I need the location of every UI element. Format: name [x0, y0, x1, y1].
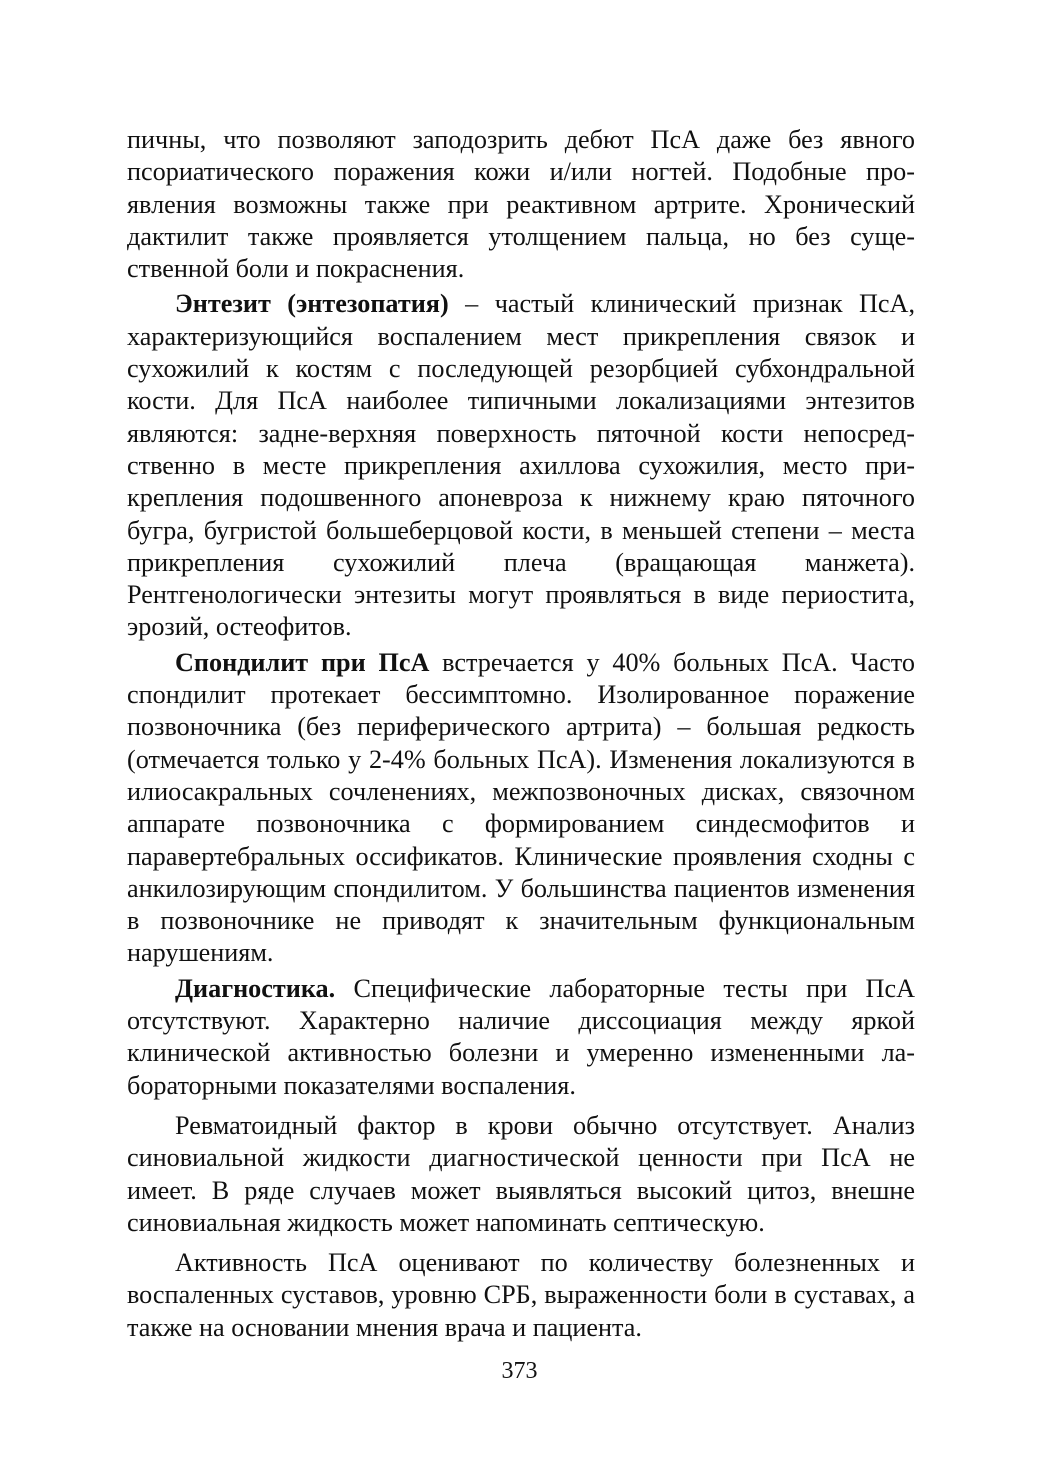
paragraph-dactylitis-continuation	[127, 124, 915, 285]
paragraph-text: Ревматоидный фактор в крови обычно отсутствует. Анализ синовиальной жидкости диагностической ценности при ПсА не имеет. В ряде случаев может выявляться высокий цитоз, внешне синовиальная жидкость может напоминать септическую.	[127, 1110, 915, 1237]
paragraph-term: Энтезит (энтезопатия)	[175, 289, 449, 319]
paragraph-text: Специфические лабораторные тесты при ПсА отсутствуют. Характерно наличие диссоциация между яркой клинической активностью болезни и умеренно измененными лабораторными показателями воспаления.	[127, 973, 915, 1100]
paragraph-activity	[127, 1247, 915, 1344]
paragraph-text: пичны, что позволяют заподозрить дебют ПсА даже без явного псориатического поражения кожи и/или ногтей. Подобные проявления возможны также при реактивном артрите. Хронический дактилит также проявляется утолщением пальца, но без существенной боли и покраснения.	[127, 125, 915, 284]
paragraph-rheumatoid-factor	[127, 1110, 915, 1239]
page-body	[127, 124, 915, 1344]
paragraph-enthesitis	[127, 288, 915, 643]
paragraph-diagnostics	[127, 973, 915, 1102]
paragraph-term: Спондилит при ПсА	[175, 647, 430, 677]
paragraph-term: Диагностика.	[175, 973, 336, 1003]
paragraph-spondylitis	[127, 647, 915, 970]
page-number: 373	[501, 1358, 538, 1384]
paragraph-text: встречается у 40% больных ПсА. Часто спондилит протекает бессимптомно. Изолированное поражение позвоночника (без периферического артрита) – большая редкость (отмечается только у 2-4% больных ПсА). Изменения локализуются в илиосакральных сочленениях, межпозвоночных дисках, связочном аппарате позвоночника с формированием синдесмофитов и паравертебральных оссификатов. Клинические проявления сходны с анкилозирующим спондилитом. У большинства пациентов изменения в позвоночнике не приводят к значительным функциональным нарушениям.	[127, 647, 915, 968]
paragraph-text: Активность ПсА оценивают по количеству болезненных и воспаленных суставов, уровню СРБ, выраженности боли в суставах, а также на основании мнения врача и пациента.	[127, 1248, 915, 1342]
paragraph-text: – частый клинический признак ПсА, характеризующийся воспалением мест прикрепления связок и сухожилий к костям с последующей резорбцией субхондральной кости. Для ПсА наиболее типичными локализациями энтезитов являются: задне-верхняя поверхность пяточной кости непосредственно в месте прикрепления ахиллова сухожилия, место прикрепления подошвенного апоневроза к нижнему краю пяточного бугра, бугристой большеберцовой кости, в меньшей степени – места прикрепления сухожилий плеча (вращающая манжета). Рентгенологически энтезиты могут проявляться в виде периостита, эрозий, остеофитов.	[127, 289, 915, 642]
